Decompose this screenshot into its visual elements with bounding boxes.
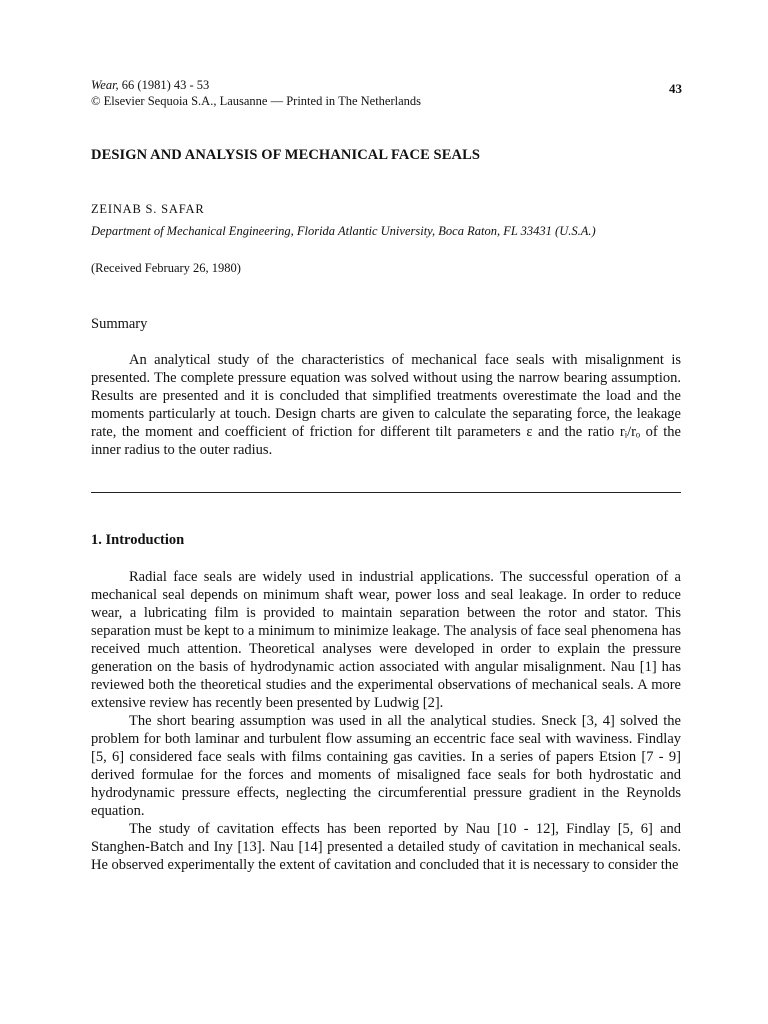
- introduction-text-block: [91, 568, 681, 874]
- journal-citation: 66 (1981) 43 - 53: [121, 78, 210, 92]
- introduction-heading: 1. Introduction: [91, 532, 185, 548]
- intro-paragraph-2: The short bearing assumption was used in all the analytical studies. Sneck [3, 4] solved the problem for both laminar and turbulent flow assuming an eccentric face seal with waviness. Findlay [5, 6] considered face seals with films containing gas cavities. In a series of papers Etsion [7 - 9] derived formulae for the forces and moments of misaligned face seals for both hydrostatic and hydrodynamic pressure effects, neglecting the circumferential pressure gradient in the Reynolds equation.: [91, 713, 681, 819]
- page-number: 43: [669, 81, 682, 96]
- intro-paragraph-1: Radial face seals are widely used in industrial applications. The successful operation of a mechanical seal depends on minimum shaft wear, power loss and seal leakage. In order to reduce wear, a lubricating film is provided to maintain separation between the rotor and stator. This separation must be kept to a minimum to minimize leakage. The analysis of face seal phenomena has received much attention. Theoretical analyses were developed in order to explain the pressure generation on the basis of hydrodynamic action associated with angular misalignment. Nau [1] has reviewed both the theoretical studies and the experimental observations of mechanical seals. A more extensive review has recently been presented by Ludwig [2].: [91, 569, 681, 711]
- received-date: (Received February 26, 1980): [91, 261, 241, 275]
- summary-paragraph: An analytical study of the characteristics of mechanical face seals with misalignment is presented. The complete pressure equation was solved without using the narrow bearing assumption. Results are presented and it is concluded that simplified treatments overestimate the load and the moments particularly at touch. Design charts are given to calculate the separating force, the leakage rate, the moment and coefficient of friction for different tilt parameters ε and the ratio rᵢ/rₒ of the inner radius to the outer radius.: [91, 352, 681, 458]
- author-affiliation: Department of Mechanical Engineering, Florida Atlantic University, Boca Raton, FL 33431 (U.S.A.): [91, 224, 596, 238]
- author-name: ZEINAB S. SAFAR: [91, 202, 205, 216]
- journal-citation-line: [91, 77, 682, 93]
- intro-paragraph-3: The study of cavitation effects has been reported by Nau [10 - 12], Findlay [5, 6] and Stanghen-Batch and Iny [13]. Nau [14] presented a detailed study of cavitation in mechanical seals. He observed experimentally the extent of cavitation and concluded that it is necessary to consider the: [91, 821, 681, 873]
- article-title: DESIGN AND ANALYSIS OF MECHANICAL FACE SEALS: [91, 147, 481, 163]
- journal-name: Wear,: [91, 78, 119, 92]
- publisher-line: © Elsevier Sequoia S.A., Lausanne — Printed in The Netherlands: [91, 94, 422, 108]
- summary-text-block: [91, 351, 681, 459]
- summary-heading: Summary: [91, 316, 148, 332]
- section-divider: [91, 492, 681, 493]
- journal-header: [91, 77, 682, 109]
